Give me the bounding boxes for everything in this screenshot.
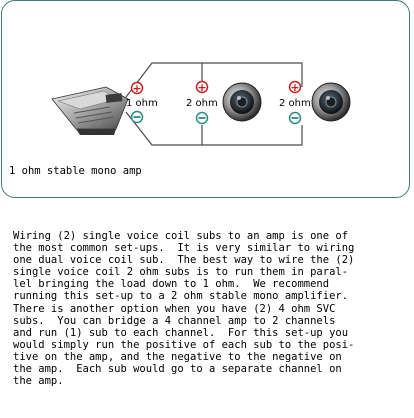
terminal-minus-1 — [197, 113, 208, 124]
amp-terminal-minus — [132, 112, 143, 123]
description-line: running this set-up to a 2 ohm stable mono amplifier. — [13, 290, 349, 303]
description-line: the amp. — [13, 375, 64, 388]
amp-load-label: 1 ohm — [126, 98, 158, 109]
description-line: would simply run the positive of each sub to the posi- — [13, 338, 355, 351]
negative-bus-wire — [126, 112, 302, 145]
terminal-plus-2 — [290, 81, 301, 94]
description-line: tive on the amp, and the negative to the negative on — [13, 350, 342, 363]
svg-text:+: + — [290, 81, 300, 94]
description-line: Wiring (2) single voice coil subs to an amp is one of — [13, 230, 349, 242]
sub-1-impedance-label: 2 ohm — [186, 98, 218, 109]
terminal-minus-2 — [290, 113, 301, 124]
svg-text:+: + — [132, 82, 142, 95]
positive-bus-wire — [126, 63, 302, 97]
description-text — [13, 230, 405, 387]
description-line: the most common set-ups. It is very similar to wiring — [13, 242, 355, 255]
description-line: and run (1) sub to each channel. For this set-up you — [13, 326, 349, 339]
description-line: the amp. Each sub would go to a separate channel on — [13, 363, 342, 376]
sub-2-impedance-label: 2 ohm — [279, 98, 311, 109]
amplifier-graphic — [52, 87, 128, 135]
description-line: lel bringing the load down to 1 ohm. We recommend — [13, 278, 330, 291]
description-line: subs. You can bridge a 4 channel amp to 2 channels — [13, 314, 336, 327]
description-line: There is another option when you have (2) 4 ohm SVC — [13, 302, 336, 315]
description-line: one dual voice coil sub. The best way to wire the (2) — [13, 254, 355, 267]
diagram-panel — [1, 0, 410, 198]
diagram-caption: 1 ohm stable mono amp — [9, 165, 142, 177]
svg-text:+: + — [197, 81, 207, 94]
amp-terminal-plus — [132, 82, 143, 95]
description-line: single voice coil 2 ohm subs is to run them in paral- — [13, 266, 349, 279]
subwoofer-1 — [223, 83, 261, 121]
subwoofer-2 — [312, 83, 350, 121]
terminal-plus-1 — [197, 81, 208, 94]
